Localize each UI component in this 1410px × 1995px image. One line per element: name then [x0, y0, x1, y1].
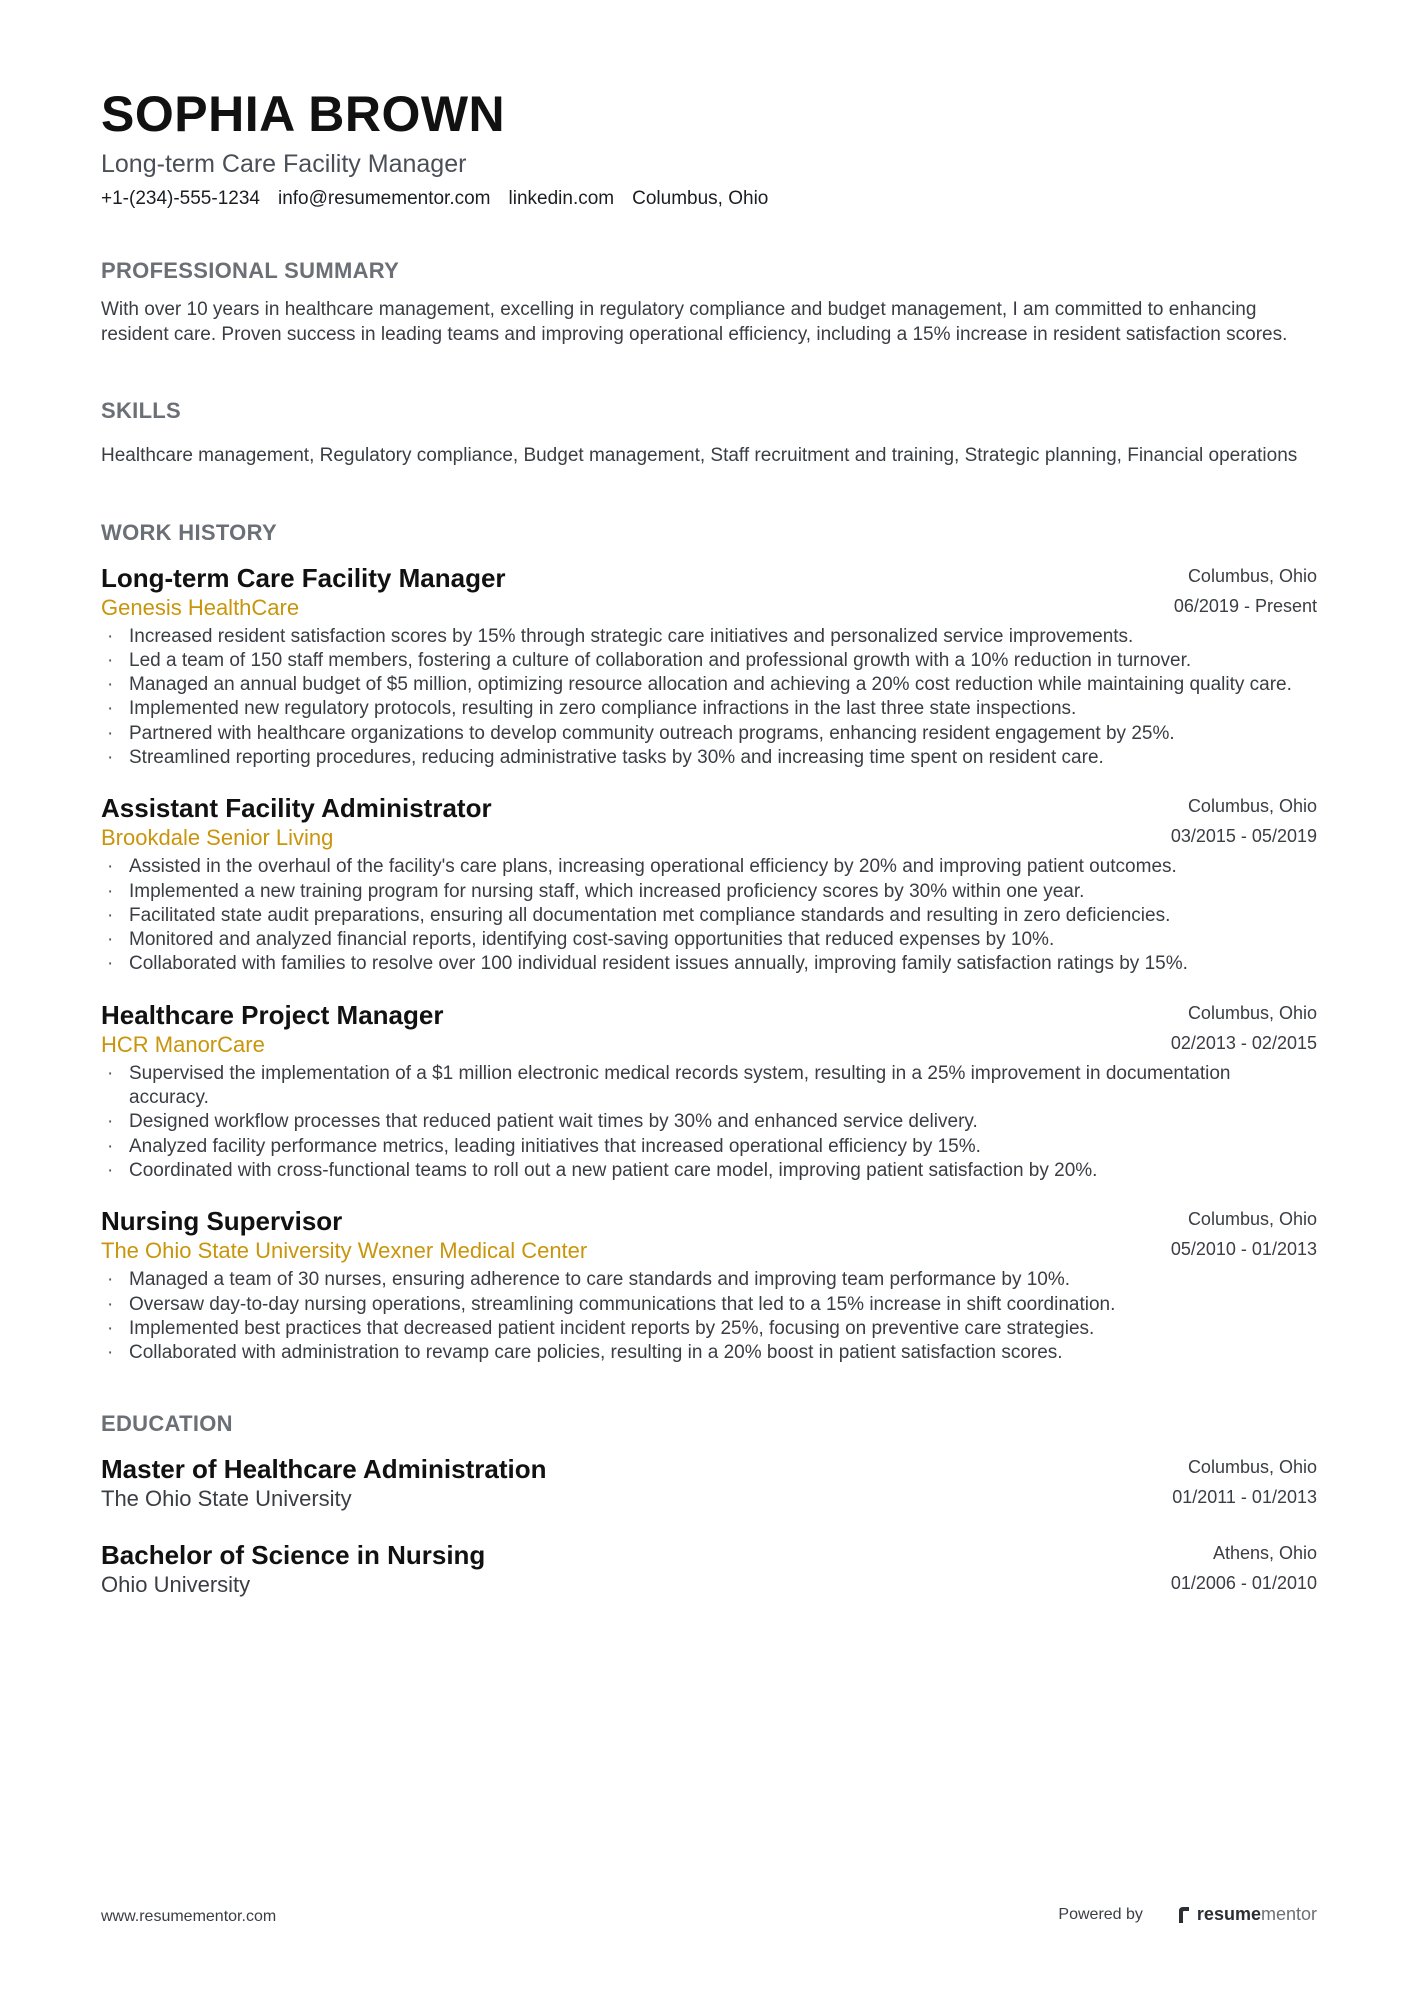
job-bullets — [101, 625, 1317, 771]
powered-by-label: Powered by — [1058, 1905, 1143, 1923]
education-degree: Master of Healthcare Administration — [101, 1454, 547, 1485]
job-header — [101, 792, 1317, 852]
job-header — [101, 1205, 1317, 1265]
job-bullets — [101, 1062, 1317, 1183]
job-role: Assistant Facility Administrator — [101, 793, 492, 824]
resumementor-brand[interactable] — [1177, 1904, 1317, 1925]
education-location: Athens, Ohio — [1212, 1543, 1317, 1564]
job-location: Columbus, Ohio — [1187, 1002, 1317, 1023]
job-location: Columbus, Ohio — [1187, 796, 1317, 817]
education-section — [101, 1409, 1317, 1603]
job-bullet: · Analyzed facility performance metrics, leading initiatives that increased operational efficiency by 15%. — [101, 1135, 1299, 1159]
job-dates: 02/2013 - 02/2015 — [1170, 1032, 1317, 1053]
resumementor-logo-icon — [1177, 1905, 1191, 1925]
candidate-name: SOPHIA BROWN — [101, 86, 506, 142]
job-bullets — [101, 855, 1317, 976]
job-header — [101, 562, 1317, 622]
job-bullet: · Implemented new regulatory protocols, resulting in zero compliance infractions in the last three state inspections. — [101, 697, 1299, 721]
summary-text: With over 10 years in healthcare management, excelling in regulatory compliance and budget management, I am committed to enhancing resident care. Proven success in leading teams and improving operational efficiency, including a 15% increase in resident satisfaction scores. — [101, 299, 1288, 345]
candidate-title: Long-term Care Facility Manager — [101, 150, 467, 178]
job-company: Genesis HealthCare — [101, 594, 300, 620]
summary-section — [101, 256, 1317, 347]
brand-name-bold: resume — [1196, 1904, 1261, 1924]
job-bullet: · Oversaw day-to-day nursing operations, streamlining communications that led to a 15% increase in shift coordination. — [101, 1293, 1299, 1317]
summary-heading: PROFESSIONAL SUMMARY — [101, 258, 400, 283]
job-role: Long-term Care Facility Manager — [101, 562, 506, 593]
skills-heading: SKILLS — [101, 398, 182, 423]
job-dates: 06/2019 - Present — [1173, 595, 1317, 616]
skills-text: Healthcare management, Regulatory compliance, Budget management, Staff recruitment and training, Strategic planning, Financial operations — [101, 445, 1298, 466]
job-bullet: · Designed workflow processes that reduced patient wait times by 30% and enhanced service delivery. — [101, 1110, 1299, 1134]
brand-name-light: mentor — [1260, 1904, 1317, 1924]
contact-phone: +1-(234)-555-1234 — [101, 188, 260, 209]
contact-email: info@resumementor.com — [277, 188, 491, 209]
job-bullets — [101, 1268, 1317, 1365]
job-entry — [101, 562, 1317, 771]
education-degree: Bachelor of Science in Nursing — [101, 1540, 486, 1571]
job-bullet: · Implemented a new training program for nursing staff, which increased proficiency scores by 30% within one year. — [101, 880, 1299, 904]
contact-row — [101, 186, 1317, 212]
education-location: Columbus, Ohio — [1187, 1457, 1317, 1478]
job-bullet: · Managed a team of 30 nurses, ensuring adherence to care standards and improving team performance by 10%. — [101, 1268, 1299, 1292]
education-entry — [101, 1453, 1317, 1517]
job-dates: 05/2010 - 01/2013 — [1170, 1239, 1317, 1260]
education-heading: EDUCATION — [101, 1411, 233, 1437]
job-location: Columbus, Ohio — [1187, 565, 1317, 586]
footer-branding — [1058, 1904, 1317, 1925]
job-bullet: · Coordinated with cross-functional teams to roll out a new patient care model, improving patient satisfaction by 20%. — [101, 1159, 1299, 1183]
job-bullet: · Collaborated with families to resolve over 100 individual resident issues annually, improving family satisfaction ratings by 15%. — [101, 952, 1299, 976]
job-bullet: · Streamlined reporting procedures, reducing administrative tasks by 30% and increasing time spent on resident care. — [101, 746, 1299, 770]
education-school: The Ohio State University — [101, 1486, 352, 1512]
resume-page — [101, 82, 1317, 1603]
job-bullet: · Collaborated with administration to revamp care policies, resulting in a 20% boost in patient satisfaction scores. — [101, 1341, 1299, 1365]
job-bullet: · Led a team of 150 staff members, fostering a culture of collaboration and professional growth with a 10% reduction in turnover. — [101, 649, 1299, 673]
education-entry — [101, 1539, 1317, 1603]
job-header — [101, 999, 1317, 1059]
job-bullet: · Monitored and analyzed financial reports, identifying cost-saving opportunities that reduced expenses by 10%. — [101, 928, 1299, 952]
skills-section — [101, 396, 1317, 469]
job-company: The Ohio State University Wexner Medical Center — [101, 1238, 588, 1264]
job-location: Columbus, Ohio — [1187, 1209, 1317, 1230]
job-entry — [101, 792, 1317, 976]
job-role: Nursing Supervisor — [101, 1206, 343, 1237]
job-bullet: · Managed an annual budget of $5 million, optimizing resource allocation and achieving a 20% cost reduction while maintaining quality care. — [101, 673, 1299, 697]
job-entry — [101, 999, 1317, 1183]
job-bullet: · Partnered with healthcare organizations to develop community outreach programs, enhancing resident engagement by 25%. — [101, 722, 1299, 746]
work-history-section — [101, 518, 1317, 1366]
job-company: HCR ManorCare — [101, 1031, 265, 1057]
job-bullet: · Implemented best practices that decreased patient incident reports by 25%, focusing on preventive care strategies. — [101, 1317, 1299, 1341]
education-school: Ohio University — [101, 1572, 251, 1598]
work-history-heading: WORK HISTORY — [101, 519, 277, 545]
job-company: Brookdale Senior Living — [101, 825, 334, 851]
footer-website[interactable]: www.resumementor.com — [101, 1908, 277, 1925]
job-bullet: · Assisted in the overhaul of the facility's care plans, increasing operational efficiency by 20% and improving patient outcomes. — [101, 855, 1299, 879]
job-bullet: · Supervised the implementation of a $1 million electronic medical records system, resulting in a 25% improvement in documentation accuracy. — [101, 1062, 1299, 1111]
contact-linkedin: linkedin.com — [508, 188, 615, 209]
job-dates: 03/2015 - 05/2019 — [1170, 826, 1317, 847]
job-role: Healthcare Project Manager — [101, 999, 444, 1030]
job-bullet: · Increased resident satisfaction scores by 15% through strategic care initiatives and personalized service improvements. — [101, 625, 1299, 649]
education-dates: 01/2011 - 01/2013 — [1172, 1487, 1317, 1508]
contact-location: Columbus, Ohio — [632, 188, 769, 209]
education-dates: 01/2006 - 01/2010 — [1170, 1573, 1317, 1594]
job-bullet: · Facilitated state audit preparations, ensuring all documentation met compliance standards and resulting in zero deficiencies. — [101, 904, 1299, 928]
job-entry — [101, 1205, 1317, 1365]
